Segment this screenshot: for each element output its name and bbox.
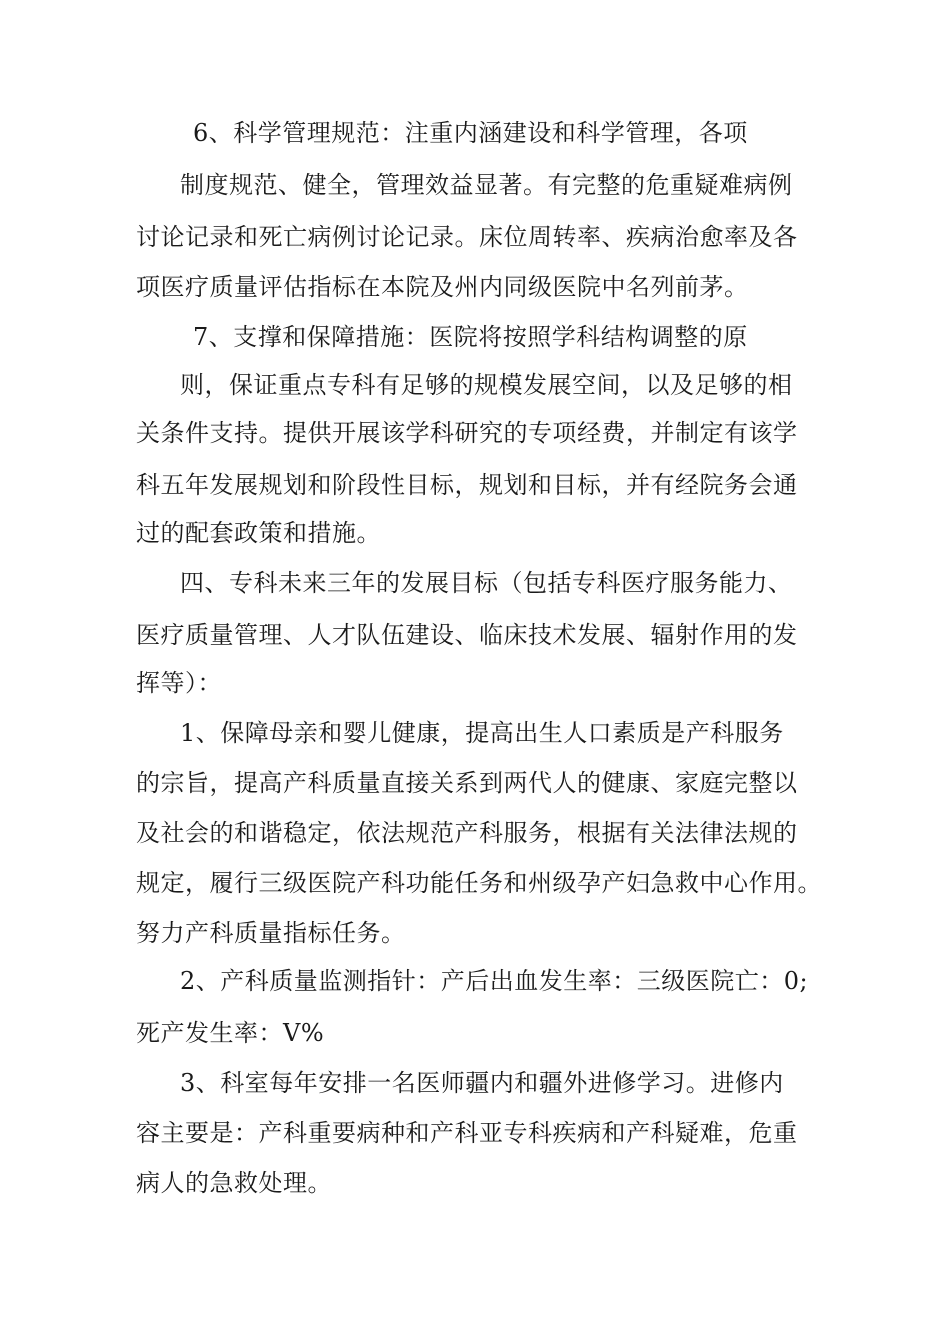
- paragraph-line: 制度规范、健全，管理效益显著。有完整的危重疑难病例: [180, 171, 793, 199]
- paragraph-line: 3、科室每年安排一名医师疆内和疆外进修学习。进修内: [180, 1069, 784, 1097]
- section-heading-line: 挥等）：: [136, 669, 222, 697]
- paragraph-line: 及社会的和谐稳定，依法规范产科服务，根据有关法律法规的: [136, 819, 798, 847]
- paragraph-line: 关条件支持。提供开展该学科研究的专项经费，并制定有该学: [136, 419, 798, 447]
- paragraph-line: 项医疗质量评估指标在本院及州内同级医院中名列前茅。: [136, 273, 749, 301]
- paragraph-line: 病人的急救处理。: [136, 1169, 332, 1197]
- paragraph-line: 过的配套政策和措施。: [136, 519, 381, 547]
- section-heading-line: 四、专科未来三年的发展目标（包括专科医疗服务能力、: [180, 569, 793, 597]
- paragraph-line: 讨论记录和死亡病例讨论记录。床位周转率、疾病治愈率及各: [136, 223, 798, 251]
- paragraph-line: 6、科学管理规范：注重内涵建设和科学管理，各项: [193, 119, 748, 147]
- paragraph-line: 1、保障母亲和婴儿健康，提高出生人口素质是产科服务: [180, 719, 784, 747]
- paragraph-line: 规定，履行三级医院产科功能任务和州级孕产妇急救中心作用。: [136, 869, 822, 897]
- paragraph-line: 科五年发展规划和阶段性目标，规划和目标，并有经院务会通: [136, 471, 798, 499]
- paragraph-line: 死产发生率：V%: [136, 1019, 325, 1047]
- paragraph-line: 努力产科质量指标任务。: [136, 919, 406, 947]
- paragraph-line: 容主要是：产科重要病种和产科亚专科疾病和产科疑难，危重: [136, 1119, 798, 1147]
- paragraph-line: 则，保证重点专科有足够的规模发展空间，以及足够的相: [180, 371, 793, 399]
- section-heading-line: 医疗质量管理、人才队伍建设、临床技术发展、辐射作用的发: [136, 621, 798, 649]
- paragraph-line: 的宗旨，提高产科质量直接关系到两代人的健康、家庭完整以: [136, 769, 798, 797]
- paragraph-line: 7、支撑和保障措施：医院将按照学科结构调整的原: [193, 323, 748, 351]
- paragraph-line: 2、产科质量监测指针：产后出血发生率：三级医院亡：0;: [180, 967, 809, 995]
